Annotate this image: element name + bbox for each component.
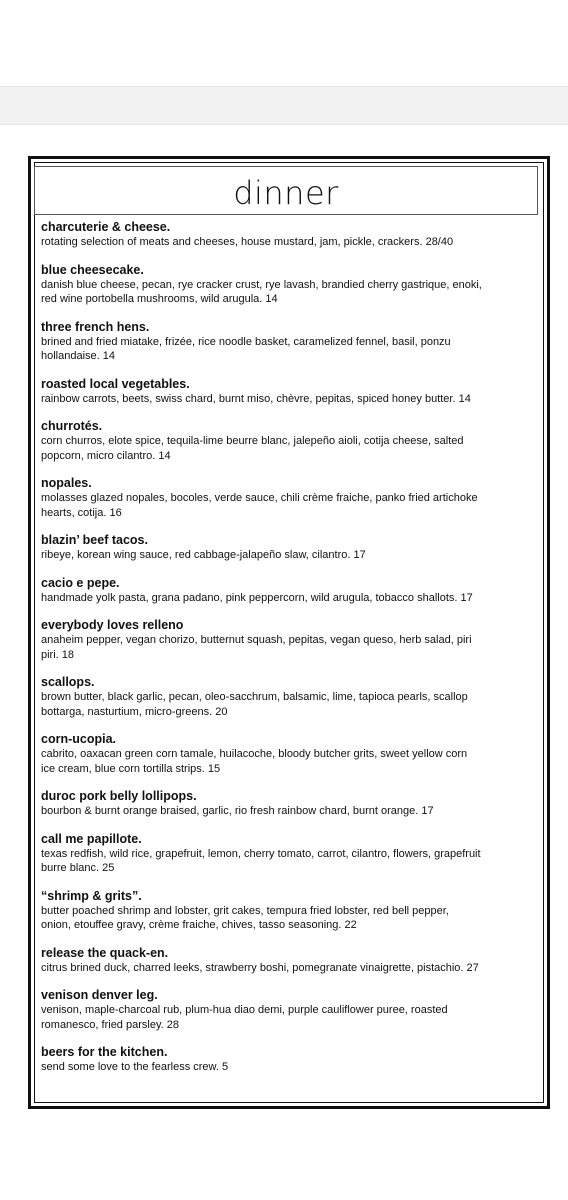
menu-item	[41, 674, 541, 719]
menu-item-name: blazin’ beef tacos.	[41, 533, 148, 547]
menu-item-description: cabrito, oaxacan green corn tamale, huilacoche, bloody butcher grits, sweet yellow corn ice cream, blue corn tortilla strips. 15	[41, 748, 468, 775]
menu-item	[41, 532, 541, 563]
menu-item-name: beers for the kitchen.	[41, 1045, 168, 1059]
menu-item-description: texas redfish, wild rice, grapefruit, lemon, cherry tomato, carrot, cilantro, flowers, grapefruit burre blanc. 25	[41, 847, 481, 874]
menu-item	[41, 788, 541, 819]
menu-item-description: handmade yolk pasta, grana padano, pink peppercorn, wild arugula, tobacco shallots. 17	[41, 591, 473, 604]
menu-item	[41, 262, 541, 307]
menu-item-name: duroc pork belly lollipops.	[41, 789, 197, 803]
menu-item	[41, 219, 541, 250]
menu-item-description: brown butter, black garlic, pecan, oleo-sacchrum, balsamic, lime, tapioca pearls, scallop bottarga, nasturtium, micro-greens. 20	[41, 691, 468, 718]
menu-item-description: rainbow carrots, beets, swiss chard, burnt miso, chèvre, pepitas, spiced honey butter. 14	[41, 392, 471, 405]
menu-item	[41, 617, 541, 662]
menu-title-box	[34, 166, 538, 215]
menu-item-description: ribeye, korean wing sauce, red cabbage-jalapeño slaw, cilantro. 17	[41, 549, 366, 561]
menu-item-name: nopales.	[41, 476, 92, 490]
menu-item	[41, 945, 541, 976]
menu-item-name: cacio e pepe.	[41, 575, 120, 590]
menu-item	[41, 831, 541, 876]
menu-item-description: butter poached shrimp and lobster, grit cakes, tempura fried lobster, red bell pepper, onion, etouffee gravy, crème fraiche, chives, tasso seasoning. 22	[41, 904, 449, 931]
menu-item-list	[41, 219, 541, 1087]
menu-item-name: “shrimp & grits”.	[41, 888, 142, 903]
menu-item-description: bourbon & burnt orange braised, garlic, rio fresh rainbow chard, burnt orange. 17	[41, 805, 434, 817]
menu-item-name: everybody loves relleno	[41, 618, 184, 632]
menu-item-name: scallops.	[41, 675, 95, 689]
menu-item-name: roasted local vegetables.	[41, 376, 190, 391]
menu-card	[28, 156, 550, 1109]
menu-item-name: venison denver leg.	[41, 988, 158, 1002]
menu-item	[41, 987, 541, 1032]
menu-item	[41, 1044, 541, 1075]
gray-toolbar-strip	[0, 87, 568, 125]
menu-item	[41, 319, 541, 364]
menu-item	[41, 475, 541, 520]
menu-item-description: molasses glazed nopales, bocoles, verde sauce, chili crème fraiche, panko fried artichoke hearts, cotija. 16	[41, 492, 478, 519]
menu-item-name: three french hens.	[41, 319, 150, 334]
menu-item-name: corn-ucopia.	[41, 732, 117, 746]
top-blank-bar	[0, 0, 568, 87]
menu-item	[41, 575, 541, 606]
menu-item-name: blue cheesecake.	[41, 262, 144, 277]
menu-item-description: send some love to the fearless crew. 5	[41, 1061, 229, 1073]
menu-item-description: rotating selection of meats and cheeses, house mustard, jam, pickle, crackers. 28/40	[41, 236, 454, 248]
menu-item-description: danish blue cheese, pecan, rye cracker crust, rye lavash, brandied cherry gastrique, enoki, red wine portobella mushrooms, wild arugula. 14	[41, 278, 482, 305]
menu-item-description: brined and fried miatake, frizée, rice noodle basket, caramelized fennel, basil, ponzu hollandaise. 14	[41, 335, 451, 362]
menu-item-name: churrotés.	[41, 419, 103, 433]
menu-item	[41, 376, 541, 407]
menu-item-description: venison, maple-charcoal rub, plum-hua diao demi, purple cauliflower puree, roasted romanesco, fried parsley. 28	[41, 1004, 448, 1031]
menu-item-description: citrus brined duck, charred leeks, strawberry boshi, pomegranate vinaigrette, pistachio. 27	[41, 961, 479, 974]
menu-item-name: charcuterie & cheese.	[41, 220, 171, 234]
menu-item-description: corn churros, elote spice, tequila-lime beurre blanc, jalepeño aioli, cotija cheese, salted popcorn, micro cilantro. 14	[41, 435, 464, 462]
menu-item	[41, 731, 541, 776]
menu-item	[41, 888, 541, 933]
menu-title: dinner	[233, 173, 339, 212]
menu-item-name: release the quack-en.	[41, 945, 169, 960]
menu-item-name: call me papillote.	[41, 831, 142, 846]
menu-item	[41, 418, 541, 463]
menu-item-description: anaheim pepper, vegan chorizo, butternut squash, pepitas, vegan queso, herb salad, piri piri. 18	[41, 634, 472, 661]
